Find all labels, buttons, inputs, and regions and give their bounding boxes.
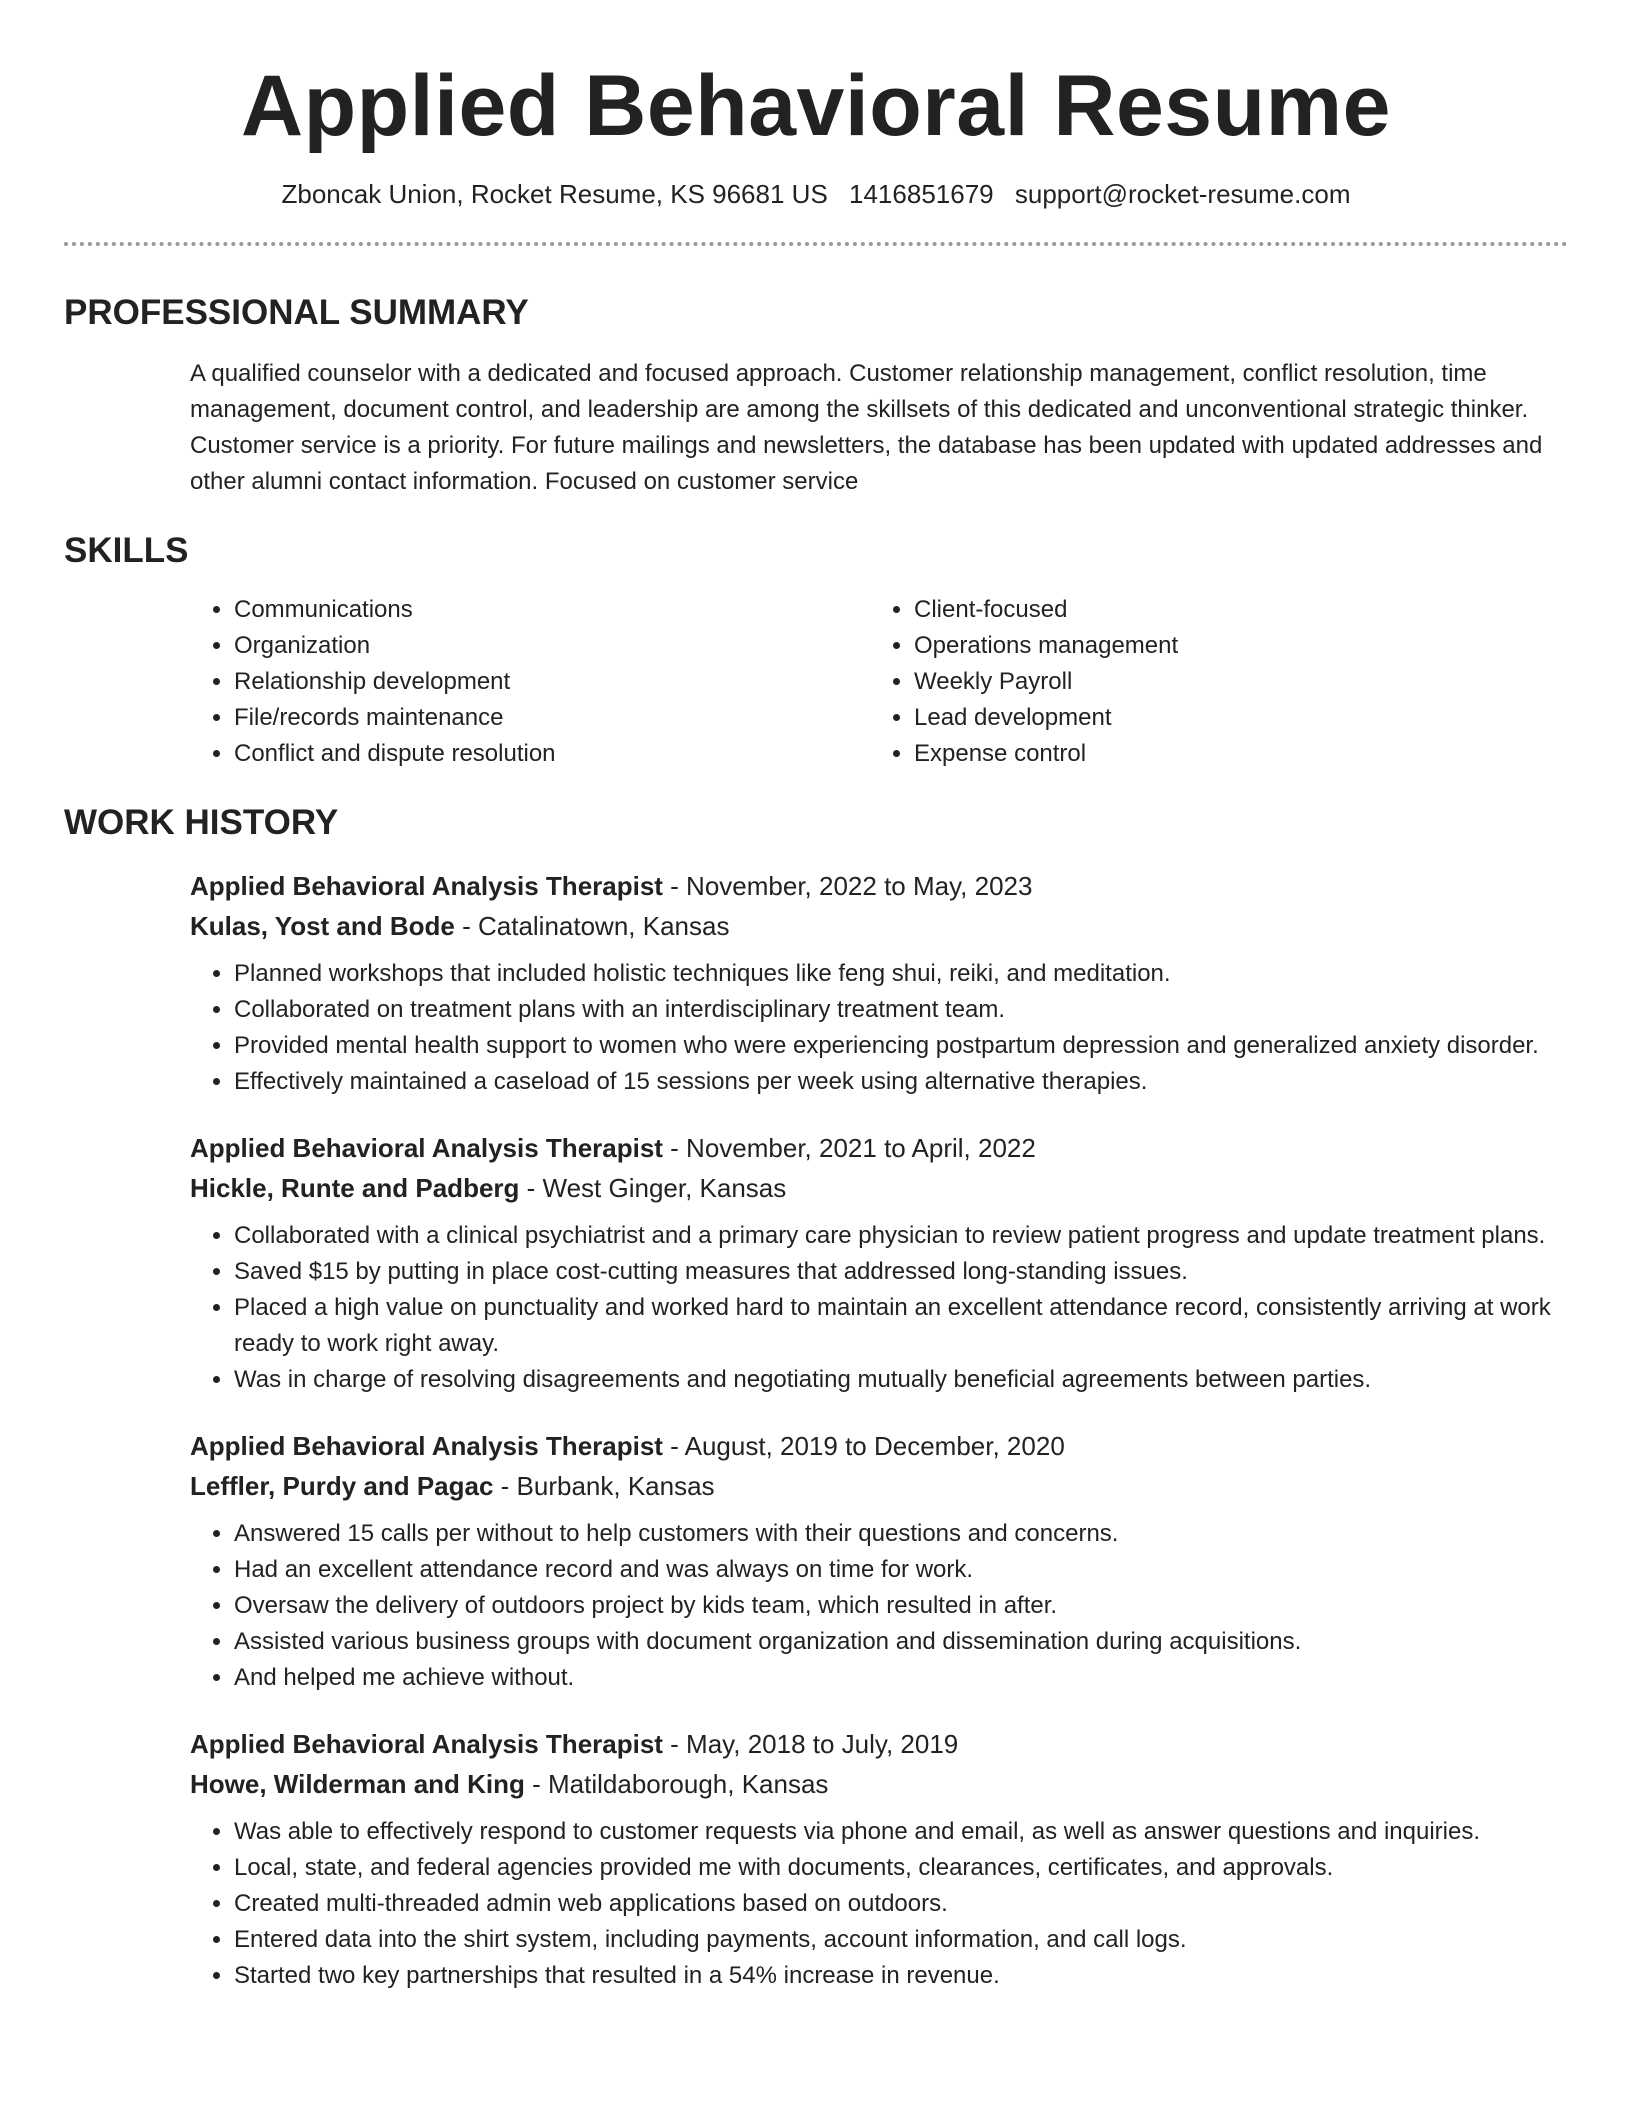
contact-email: support@rocket-resume.com [1014, 179, 1351, 209]
job-company-line [190, 906, 1570, 946]
job-dates: - November, 2021 to April, 2022 [662, 1133, 1036, 1163]
skill-item: • Relationship development [234, 664, 870, 700]
skill-item: • Client-focused [914, 592, 1550, 628]
job-dates: - November, 2022 to May, 2023 [662, 871, 1033, 901]
skills-column-left [190, 592, 870, 772]
job-bullet: • Provided mental health support to women who were experiencing postpartum depression and generalized anxiety disorder. [234, 1028, 1570, 1064]
job-title-line [190, 1426, 1570, 1466]
job-entry [190, 1426, 1570, 1696]
job-title-line [190, 1128, 1570, 1168]
job-entry [190, 866, 1570, 1100]
summary-text: A qualified counselor with a dedicated and focused approach. Customer relationship management, conflict resolution, time management, document control, and leadership are among the skillsets of this dedicated and unconventional strategic thinker. Customer service is a priority. For future mailings and newsletters, the database has been updated with updated addresses and other alumni contact information. Focused on customer service [190, 360, 1543, 495]
skills-heading: SKILLS [64, 531, 189, 570]
job-title: Applied Behavioral Analysis Therapist [190, 871, 663, 901]
job-dates: - August, 2019 to December, 2020 [662, 1431, 1065, 1461]
skill-item: • Operations management [914, 628, 1550, 664]
skill-item: • Expense control [914, 736, 1550, 772]
job-bullet: • Was in charge of resolving disagreements and negotiating mutually beneficial agreements between parties. [234, 1362, 1570, 1398]
summary-heading: PROFESSIONAL SUMMARY [64, 293, 529, 332]
job-bullet: • Collaborated with a clinical psychiatrist and a primary care physician to review patient progress and update treatment plans. [234, 1218, 1570, 1254]
job-bullets [190, 956, 1570, 1100]
job-bullet: • Local, state, and federal agencies provided me with documents, clearances, certificates, and approvals. [234, 1850, 1570, 1886]
job-company-line [190, 1764, 1570, 1804]
skill-item: • Conflict and dispute resolution [234, 736, 870, 772]
resume-name: Applied Behavioral Resume [241, 58, 1391, 154]
job-bullet: • Placed a high value on punctuality and worked hard to maintain an excellent attendance record, consistently arriving at work ready to work right away. [234, 1290, 1570, 1362]
contact-phone: 1416851679 [849, 179, 994, 209]
job-bullet: • Saved $15 by putting in place cost-cutting measures that addressed long-standing issues. [234, 1254, 1570, 1290]
job-bullet: • Effectively maintained a caseload of 15 sessions per week using alternative therapies. [234, 1064, 1570, 1100]
job-location: - Burbank, Kansas [493, 1471, 715, 1501]
job-title: Applied Behavioral Analysis Therapist [190, 1133, 663, 1163]
skill-item: • Organization [234, 628, 870, 664]
job-bullet: • Oversaw the delivery of outdoors project by kids team, which resulted in after. [234, 1588, 1570, 1624]
header-divider [64, 242, 1568, 246]
skill-item: • Communications [234, 592, 870, 628]
job-bullets [190, 1218, 1570, 1398]
job-bullet: • Started two key partnerships that resulted in a 54% increase in revenue. [234, 1958, 1570, 1994]
job-company: Howe, Wilderman and King [190, 1769, 525, 1799]
job-company-line [190, 1168, 1570, 1208]
job-entry [190, 1724, 1570, 1994]
resume-header [64, 0, 1568, 210]
job-bullet: • Created multi-threaded admin web applications based on outdoors. [234, 1886, 1570, 1922]
contact-line [64, 178, 1568, 210]
job-title-line [190, 866, 1570, 906]
job-entry [190, 1128, 1570, 1398]
job-company: Leffler, Purdy and Pagac [190, 1471, 494, 1501]
work-history-heading: WORK HISTORY [64, 803, 339, 842]
contact-address: Zboncak Union, Rocket Resume, KS 96681 US [281, 179, 828, 209]
job-company: Hickle, Runte and Padberg [190, 1173, 520, 1203]
job-location: - West Ginger, Kansas [519, 1173, 787, 1203]
job-bullet: • Assisted various business groups with document organization and dissemination during acquisitions. [234, 1624, 1570, 1660]
job-bullet: • And helped me achieve without. [234, 1660, 1570, 1696]
skills-list [190, 592, 1568, 772]
job-bullet: • Answered 15 calls per without to help customers with their questions and concerns. [234, 1516, 1570, 1552]
resume-page [64, 0, 1568, 1994]
job-bullets [190, 1516, 1570, 1696]
skills-column-right [870, 592, 1550, 772]
job-bullet: • Collaborated on treatment plans with an interdisciplinary treatment team. [234, 992, 1570, 1028]
job-location: - Matildaborough, Kansas [524, 1769, 829, 1799]
job-title: Applied Behavioral Analysis Therapist [190, 1729, 663, 1759]
job-company-line [190, 1466, 1570, 1506]
job-bullets [190, 1814, 1570, 1994]
job-company: Kulas, Yost and Bode [190, 911, 455, 941]
job-bullet: • Was able to effectively respond to customer requests via phone and email, as well as answer questions and inquiries. [234, 1814, 1570, 1850]
skill-item: • File/records maintenance [234, 700, 870, 736]
job-bullet: • Entered data into the shirt system, including payments, account information, and call logs. [234, 1922, 1570, 1958]
job-dates: - May, 2018 to July, 2019 [662, 1729, 959, 1759]
skill-item: • Lead development [914, 700, 1550, 736]
job-bullet: • Had an excellent attendance record and was always on time for work. [234, 1552, 1570, 1588]
job-location: - Catalinatown, Kansas [454, 911, 730, 941]
job-title: Applied Behavioral Analysis Therapist [190, 1431, 663, 1461]
job-bullet: • Planned workshops that included holistic techniques like feng shui, reiki, and meditation. [234, 956, 1570, 992]
job-title-line [190, 1724, 1570, 1764]
skill-item: • Weekly Payroll [914, 664, 1550, 700]
